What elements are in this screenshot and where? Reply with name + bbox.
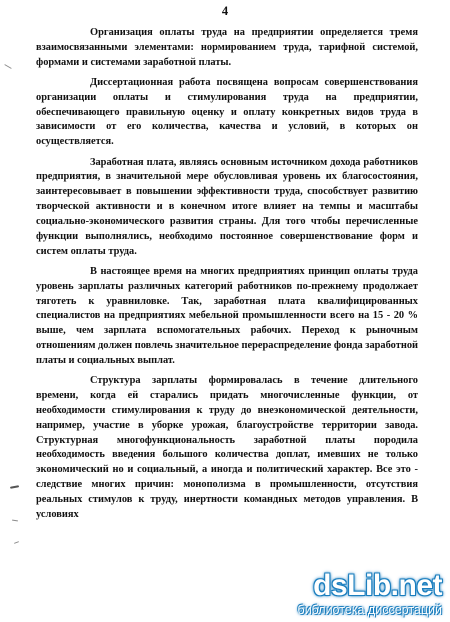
scan-mark [4,64,11,69]
paragraph-2: Диссертационная работа посвящена вопросам совершенствования организации оплаты и стимулирования труда на предприятии, обеспечивающего правильную оценку и оплату конкретных видов труда в зависимости от его количества, качества и условий, в которых он осуществляется. [36,76,421,148]
scan-mark [12,520,18,522]
paragraph-3: Заработная плата, являясь основным источником дохода работников предприятия, в значительной мере обусловливая уровень их благосостояния, заинтересовывает в повышении эффективности труда, способствует развитию творческой активности и в конечном итоге влияет на темпы и масштабы социально-экономического развития страны. Для того чтобы перечисленные функции выполнялись, необходимо постоянное совершенствование форм и систем оплаты труда. [36,156,421,257]
paragraph-4: В настоящее время на многих предприятиях принцип оплаты труда уровень зарплаты различных категорий работников по-прежнему продолжает тяготеть к уравниловке. Так, заработная плата квалифицированных специалистов на предприятиях мебельной промышленности всего на 15 - 20 % выше, чем зарплата вспомогательных рабочих. Переход к рыночным отношениям должен повлечь значительное перераспределение фонда заработной платы и социальных выплат. [36,265,421,366]
watermark-logo-ds: ds [313,568,348,602]
watermark-logo-dot: . [390,568,399,602]
watermark-logo [298,568,442,602]
watermark [297,568,442,617]
watermark-logo-net: net [398,568,442,602]
scan-mark [10,485,19,488]
watermark-logo-lib: Lib [347,568,391,602]
watermark-tagline: библиотека диссертаций [297,602,442,617]
paragraph-5: Структура зарплаты формировалась в течение длительного времени, когда ей старались придать многочисленные функции, от необходимости стимулирования к труду до внеэкономической деятельности, например, участие в уборке урожая, благоустройстве территории завода. Структурная многофункциональность заработной платы породила необходимость введения большого количества доплат, имевших не только экономический но и социальный, а иногда и политический характер. Все это - следствие многих причин: монополизма в промышленности, отсутствия реальных стимулов к труду, инертности командных методов управления. В условиях [36,375,421,520]
paragraph-1: Организация оплаты труда на предприятии определяется тремя взаимосвязанными элементами: нормированием труда, тарифной системой, формами и системами заработной платы. [36,27,421,68]
scan-mark [14,541,19,544]
page-number: 4 [221,4,229,18]
body-text [36,26,421,523]
